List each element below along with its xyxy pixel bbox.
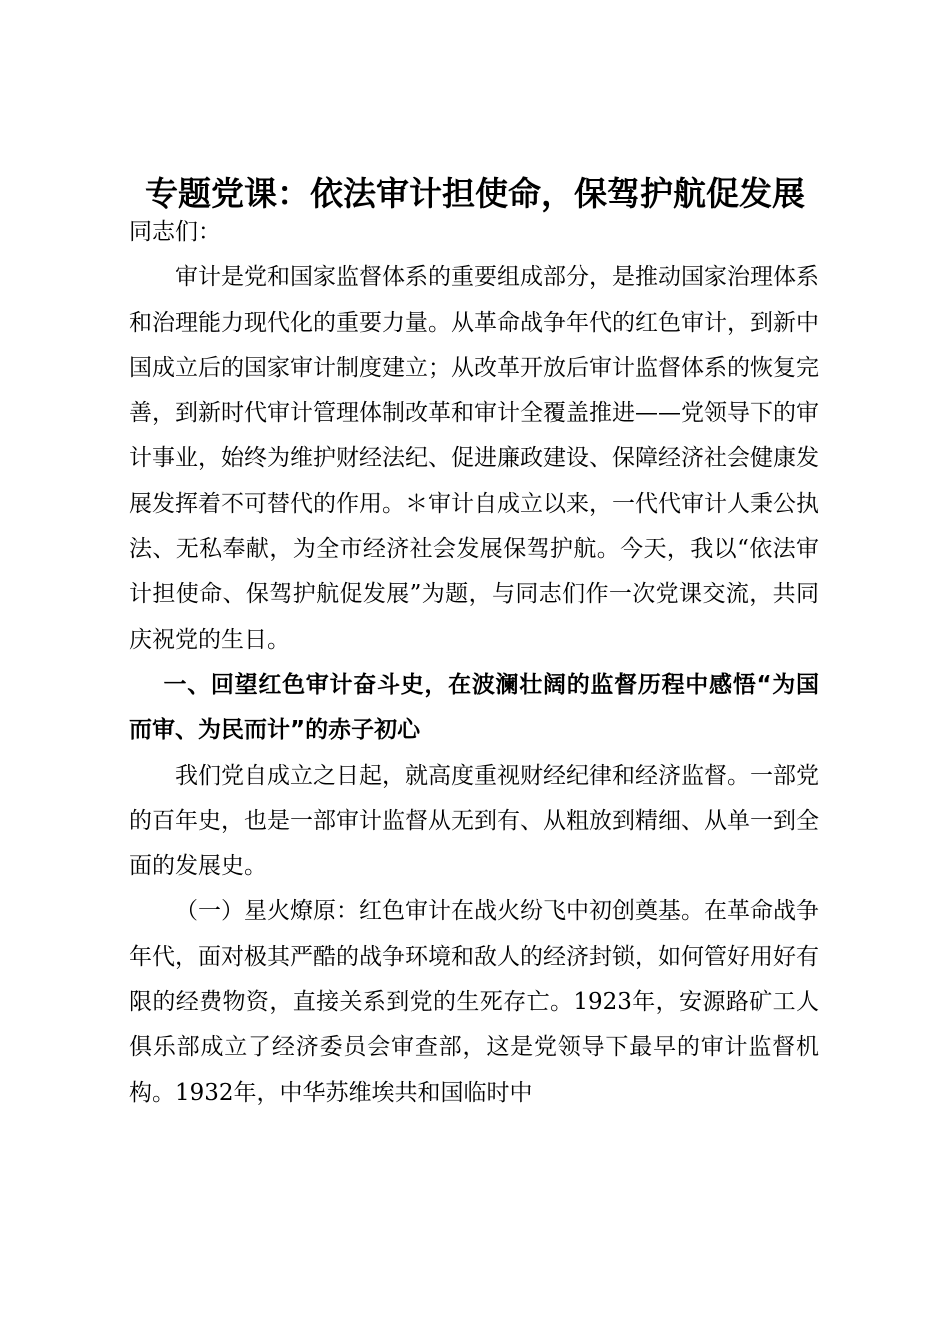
section-heading-1: 一、回望红色审计奋斗史，在波澜壮阔的监督历程中感悟“为国而审、为民而计”的赤子初心	[129, 671, 819, 744]
document-body	[129, 210, 819, 1116]
document-title: 专题党课：依法审计担使命，保驾护航促发展	[145, 174, 805, 213]
paragraph-section-1-intro: 我们党自成立之日起，就高度重视财经纪律和经济监督。一部党的百年史，也是一部审计监督从无到有、从粗放到精细、从单一到全面的发展史。	[129, 762, 819, 880]
paragraph-subsection-1: （一）星火燎原：红色审计在战火纷飞中初创奠基。在革命战争年代，面对极其严酷的战争环境和敌人的经济封锁，如何管好用好有限的经费物资，直接关系到党的生死存亡。1923年，安源路矿工人俱乐部成立了经济委员会审查部，这是党领导下最早的审计监督机构。1932年，中华苏维埃共和国临时中	[129, 898, 819, 1106]
paragraph-intro: 审计是党和国家监督体系的重要组成部分，是推动国家治理体系和治理能力现代化的重要力量。从革命战争年代的红色审计，到新中国成立后的国家审计制度建立；从改革开放后审计监督体系的恢复完善，到新时代审计管理体制改革和审计全覆盖推进——党领导下的审计事业，始终为维护财经法纪、促进廉政建设、保障经济社会健康发展发挥着不可替代的作用。＊审计自成立以来，一代代审计人秉公执法、无私奉献，为全市经济社会发展保驾护航。今天，我以“依法审计担使命、保驾护航促发展”为题，与同志们作一次党课交流，共同庆祝党的生日。	[129, 264, 819, 653]
salutation: 同志们：	[129, 219, 221, 245]
